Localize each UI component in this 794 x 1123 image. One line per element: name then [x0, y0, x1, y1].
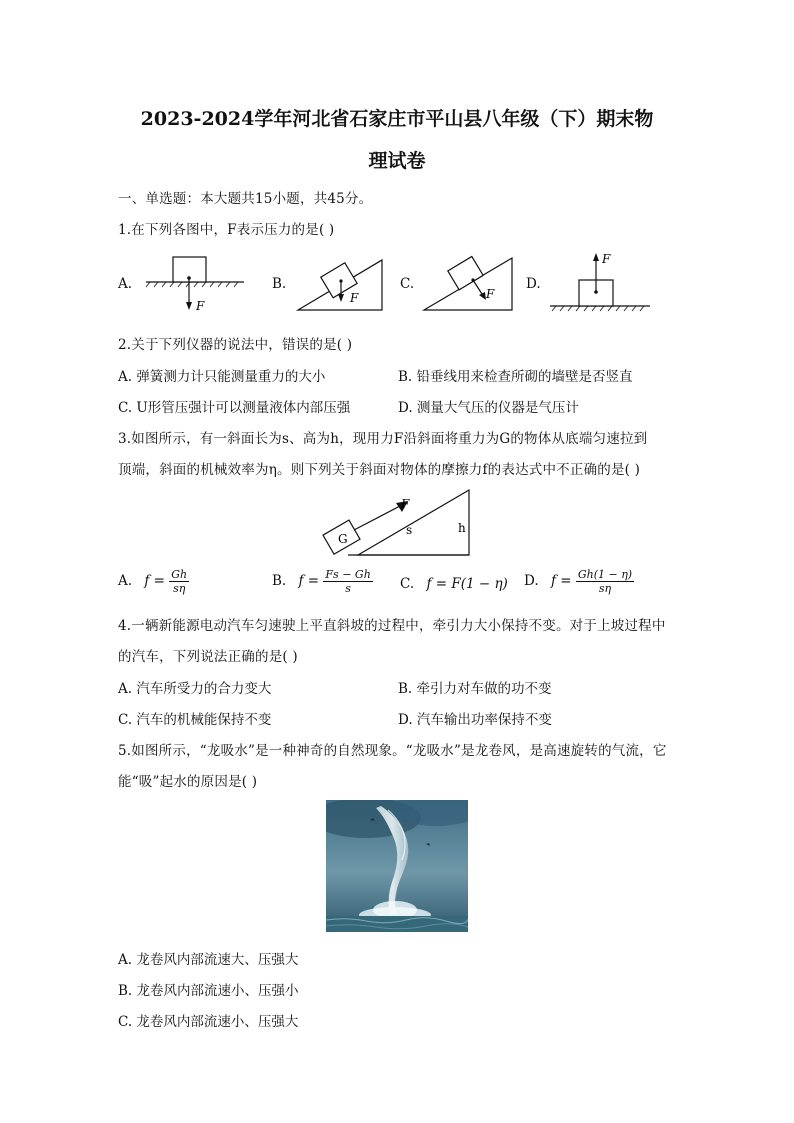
q2-option-a: A. 弹簧测力计只能测量重力的大小 [118, 369, 326, 385]
q3-force-label: F [401, 497, 410, 511]
q2-stem: 2.关于下列仪器的说法中，错误的是( ) [118, 337, 353, 353]
q3-option-b-numerator: Fs − Gh [325, 568, 371, 581]
q1-option-b-label: B. [272, 276, 287, 292]
q4-stem-line-2: 的汽车，下列说法正确的是( ) [118, 649, 298, 665]
q1-diagram-d [548, 248, 654, 314]
q5-option-a: A. 龙卷风内部流速大、压强大 [118, 952, 299, 968]
q3-weight-label: G [338, 532, 348, 546]
q4-option-d: D. 汽车输出功率保持不变 [398, 712, 552, 728]
q4-stem-line-1: 4.一辆新能源电动汽车匀速驶上平直斜坡的过程中，牵引力大小保持不变。对于上坡过程中 [118, 618, 666, 634]
q3-option-a [118, 568, 189, 595]
q1-d-force-label: F [602, 252, 611, 266]
q3-option-b-label: B. [272, 573, 287, 589]
page-title-line-2: 理试卷 [368, 150, 426, 172]
q3-option-a-denominator: sη [173, 582, 186, 595]
q3-option-d [524, 568, 634, 595]
q3-stem-line-1: 3.如图所示，有一斜面长为s、高为h，现用力F沿斜面将重力为G的物体从底端匀速拉到 [118, 431, 648, 447]
q3-option-b [272, 568, 373, 595]
q1-stem: 1.在下列各图中，F表示压力的是( ) [118, 222, 335, 238]
q1-b-force-label: F [350, 291, 359, 305]
q2-option-c: C. U形管压强计可以测量液体内部压强 [118, 400, 351, 416]
q5-option-b: B. 龙卷风内部流速小、压强小 [118, 983, 299, 999]
q3-option-c-formula: f = F(1 − η) [426, 576, 508, 592]
tornado-waterspout-photo [326, 800, 468, 932]
q3-option-d-denominator: sη [598, 582, 612, 595]
q3-option-a-lhs: f = [144, 573, 165, 589]
q3-height-label: h [458, 521, 466, 535]
q4-option-b: B. 牵引力对车做的功不变 [398, 681, 552, 697]
q2-option-d: D. 测量大气压的仪器是气压计 [398, 400, 579, 416]
q3-option-d-label: D. [524, 573, 539, 589]
q3-option-c-label: C. [400, 576, 415, 592]
q1-c-force-label: F [486, 287, 495, 301]
q3-option-a-label: A. [118, 573, 133, 589]
q1-option-d-label: D. [526, 276, 541, 292]
q1-option-a-label: A. [118, 276, 133, 292]
q3-incline-diagram [318, 486, 478, 560]
q5-stem-line-2: 能“吸”起水的原因是( ) [118, 774, 258, 790]
q3-option-d-lhs: f = [550, 573, 572, 589]
q4-option-c: C. 汽车的机械能保持不变 [118, 712, 272, 728]
q1-diagram-c [420, 252, 516, 314]
q3-option-a-fraction [169, 568, 189, 595]
q1-option-c-label: C. [400, 276, 415, 292]
q3-option-d-numerator: Gh(1 − η) [577, 568, 633, 581]
q3-stem-line-2: 顶端，斜面的机械效率为η。则下列关于斜面对物体的摩擦力f的表达式中不正确的是( ) [118, 462, 641, 478]
q1-diagram-b [294, 252, 386, 314]
q3-option-b-fraction [323, 568, 372, 595]
section-heading: 一、单选题：本大题共15小题，共45分。 [118, 191, 373, 207]
q3-length-label: s [406, 523, 413, 537]
q3-option-c [400, 576, 508, 592]
page-title-line-1: 2023-2024学年河北省石家庄市平山县八年级（下）期末物 [140, 108, 654, 130]
q3-option-b-denominator: s [345, 582, 351, 595]
q3-option-b-lhs: f = [298, 573, 320, 589]
q2-option-b: B. 铅垂线用来检查所砌的墙壁是否竖直 [398, 369, 633, 385]
q5-option-c: C. 龙卷风内部流速小、压强大 [118, 1014, 299, 1030]
q5-stem-line-1: 5.如图所示，“龙吸水”是一种神奇的自然现象。“龙吸水”是龙卷风，是高速旋转的气流，它 [118, 743, 667, 759]
q4-option-a: A. 汽车所受力的合力变大 [118, 681, 272, 697]
q1-diagram-a [140, 250, 250, 320]
q1-a-force-label: F [196, 299, 205, 313]
q3-option-a-numerator: Gh [171, 568, 188, 581]
q3-option-d-fraction [576, 568, 634, 595]
